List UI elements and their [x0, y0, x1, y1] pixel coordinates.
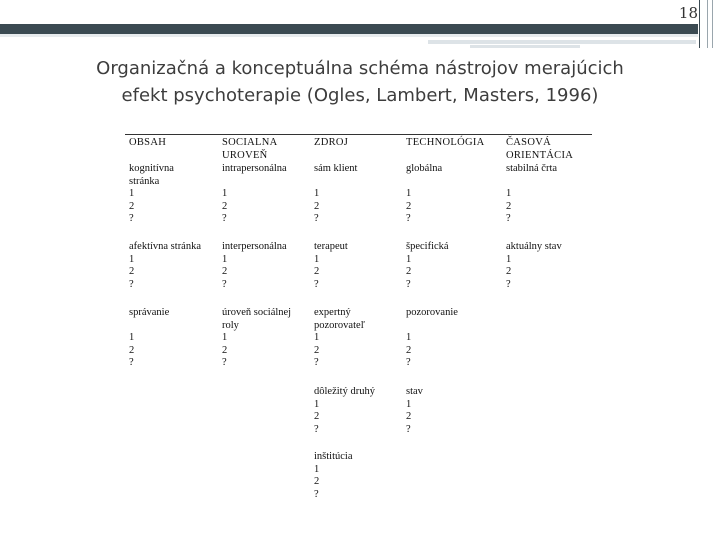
column-header-obsah: OBSAH — [129, 137, 167, 148]
slide-title — [30, 55, 690, 109]
table-cell: afektívna stránka 1 2 ? — [129, 241, 202, 290]
table-top-rule — [125, 134, 592, 135]
table-cell: aktuálny stav 1 2 ? — [506, 241, 562, 290]
table-cell: sám klient 1 2 ? — [314, 163, 358, 225]
slide-title-line: efekt psychoterapie (Ogles, Lambert, Masters, 1996) — [121, 85, 599, 106]
column-header-casova-orientacia: ČASOVÁ ORIENTÁCIA — [506, 137, 574, 161]
table-cell: inštitúcia 1 2 ? — [314, 451, 353, 500]
table-cell: správanie 1 2 ? — [129, 307, 170, 369]
table-cell: intrapersonálna 1 2 ? — [222, 163, 287, 225]
header-accent-bar — [428, 40, 696, 44]
column-header-technologia: TECHNOLÓGIA — [406, 137, 485, 148]
table-cell: kognitívna stránka 1 2 ? — [129, 163, 174, 225]
table-cell: stabilná črta 1 2 ? — [506, 163, 558, 225]
table-cell: úroveň sociálnej roly 1 2 ? — [222, 307, 292, 369]
table-cell: pozorovanie 1 2 ? — [406, 307, 458, 369]
header-divider — [707, 0, 708, 48]
table-cell: stav 1 2 ? — [406, 386, 423, 435]
header-bar-highlight — [0, 34, 698, 37]
table-cell: globálna 1 2 ? — [406, 163, 443, 225]
table-cell: expertný pozorovateľ 1 2 ? — [314, 307, 365, 369]
header-accent-bar-small — [470, 45, 580, 48]
table-cell: terapeut 1 2 ? — [314, 241, 348, 290]
table-cell: interpersonálna 1 2 ? — [222, 241, 287, 290]
header-divider — [712, 0, 713, 48]
slide-number: 18 — [678, 4, 698, 22]
header-bar — [0, 24, 698, 34]
header-divider — [699, 0, 700, 48]
table-cell: špecifická 1 2 ? — [406, 241, 449, 290]
column-header-zdroj: ZDROJ — [314, 137, 349, 148]
column-header-socialna-uroven: SOCIALNA UROVEŇ — [222, 137, 278, 161]
table-cell: dôležitý druhý 1 2 ? — [314, 386, 375, 435]
slide-title-line: Organizačná a konceptuálna schéma nástrojov merajúcich — [96, 58, 624, 79]
